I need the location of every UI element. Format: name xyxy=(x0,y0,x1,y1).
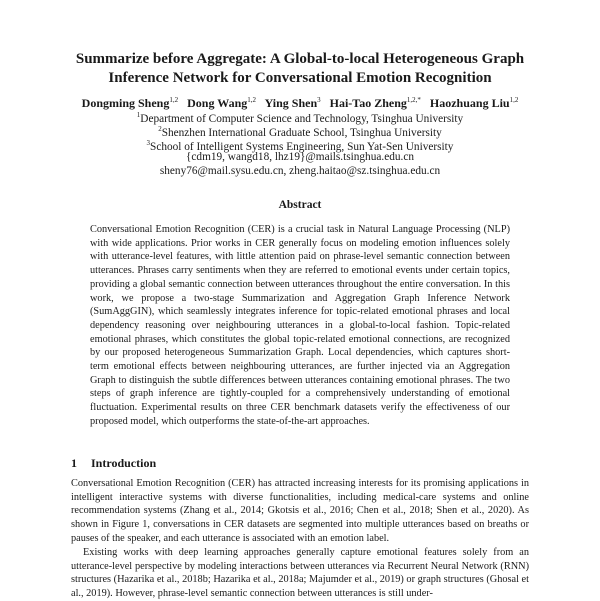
paper-title-line-1: Summarize before Aggregate: A Global-to-local Heterogeneous Graph xyxy=(75,51,525,67)
affiliation-marker: 1 xyxy=(136,111,141,119)
intro-paragraph-2: Existing works with deep learning approaches generally capture emotional features solely from an utterance-level perspective by modeling interactions between utterances via Recurrent Neural Network (RNN) structures (Hazarika et al., 2018b; Hazarika et al., 2018a; Majumder et al., 2019) or graph structures (Ghosal et al., 2019). However, phrase-level semantic connection between utterances is still under- xyxy=(71,547,529,600)
author-name: Hai-Tao Zheng xyxy=(329,96,407,110)
author-affiliation-marker: 1,2 xyxy=(247,96,256,104)
email-line-2: sheny76@mail.sysu.edu.cn, zheng.haitao@sz.tsinghua.edu.cn xyxy=(159,165,441,177)
affiliation-text: School of Intelligent Systems Engineering, Sun Yat-Sen University xyxy=(150,140,454,153)
abstract-text: Conversational Emotion Recognition (CER) is a crucial task in Natural Language Processing (NLP) with wide applications. Prior works in CER generally focus on modeling emotion influences solely with utterance-level features, with little attention paid on phrase-level semantic connection between utterances. Phrases carry sentiments when they are referred to emotional events under certain topics, providing a global semantic connection between utterances throughout the entire conversation. In this work, we propose a two-stage Summarization and Aggregation Graph Inference Network (SumAggGIN), which seamlessly integrates inference for topic-related emotional phrases and local dependency reasoning over neighbouring utterances in a global-to-local fashion. Topic-related emotional phrases, which constitutes the global topic-related emotional connections, are recognized by our proposed heterogeneous Summarization Graph. Local dependencies, which captures short-term emotional effects between neighbouring utterances, are further injected via an Aggregation Graph to distinguish the subtle differences between utterances containing emotional phrases. The two steps of graph inference are tightly-coupled for a comprehensively understanding of emotional fluctuation. Experimental results on three CER benchmark datasets verify the effectiveness of our proposed model, which outperforms the state-of-the-art approaches. xyxy=(90,224,510,427)
affiliation-marker: 3 xyxy=(146,139,151,147)
section-title: Introduction xyxy=(91,456,157,470)
section-heading xyxy=(71,456,156,471)
author-affiliation-marker: 1,2,* xyxy=(406,96,421,104)
author-name: Dongming Sheng xyxy=(81,96,170,110)
affiliation-text: Shenzhen International Graduate School, Tsinghua University xyxy=(161,126,442,139)
author-affiliation-marker: 3 xyxy=(317,96,321,104)
affiliation-marker: 2 xyxy=(158,125,162,133)
section-number: 1 xyxy=(71,456,77,470)
email-line-1: {cdm19, wangd18, lhz19}@mails.tsinghua.edu.cn xyxy=(185,151,414,163)
author-affiliation-marker: 1,2 xyxy=(169,96,179,104)
author-name: Haozhuang Liu xyxy=(429,96,510,110)
affiliation-text: Department of Computer Science and Technology, Tsinghua University xyxy=(140,112,464,125)
author-affiliation-marker: 1,2 xyxy=(509,96,519,104)
intro-paragraph-1: Conversational Emotion Recognition (CER) has attracted increasing interests for its promising applications in intelligent interactive systems with diverse functionalities, including medical-care systems and online recommendation systems (Zhang et al., 2014; Gkotsis et al., 2016; Chen et al., 2018; Shen et al., 2020). As shown in Figure 1, conversations in CER datasets are segmented into multiple utterances based on breaths or pauses of the speaker, and each utterance is associated with an emotion label. xyxy=(71,478,529,544)
author-name: Dong Wang xyxy=(187,96,248,110)
author-name: Ying Shen xyxy=(264,96,318,110)
abstract-heading: Abstract xyxy=(278,199,322,211)
paper-title-line-2: Inference Network for Conversational Emotion Recognition xyxy=(108,70,492,86)
